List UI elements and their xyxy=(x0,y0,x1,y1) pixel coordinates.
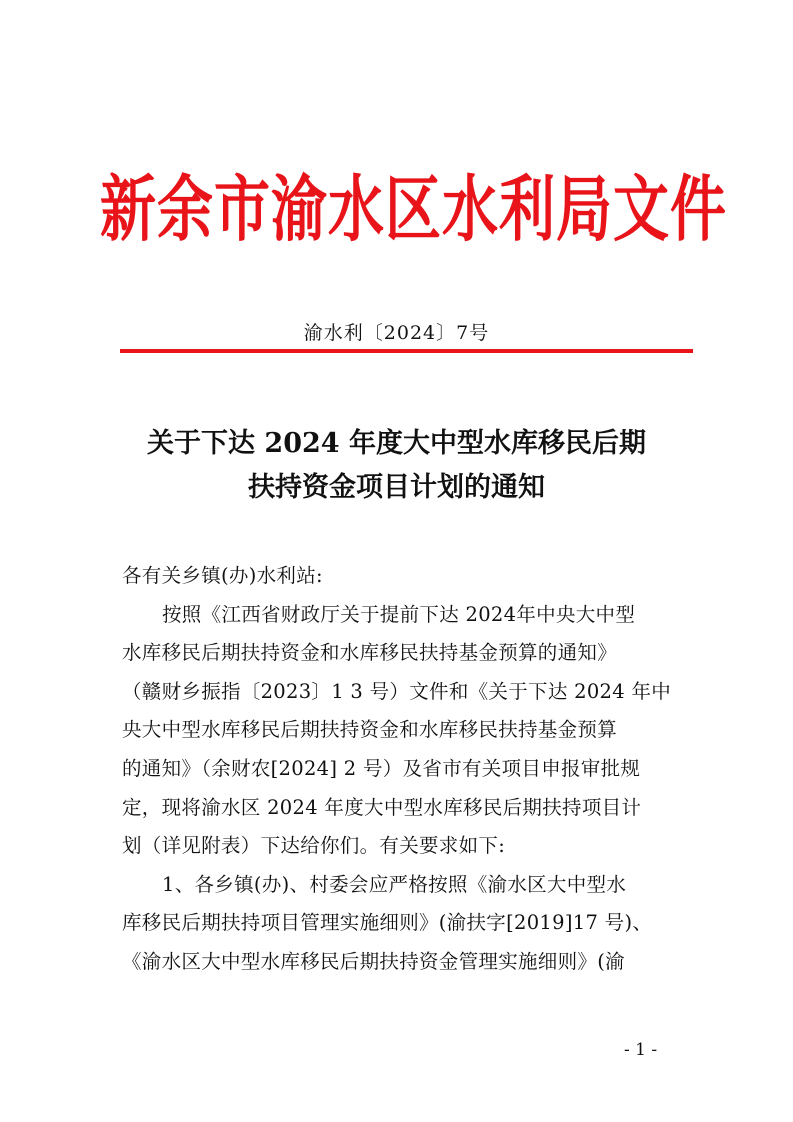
paragraph-line: 央大中型水库移民后期扶持资金和水库移民扶持基金预算 xyxy=(122,718,618,742)
document-number: 渝水利〔2024〕7号 xyxy=(303,322,490,344)
notice-title xyxy=(80,422,713,510)
red-header-title: 新余市渝水区水利局文件 xyxy=(100,167,727,252)
paragraph-line: 按照《江西省财政厅关于提前下达 2024年中央大中型 xyxy=(162,602,636,626)
paragraph-line: 的通知》（余财农[2024] 2 号）及省市有关项目申报审批规 xyxy=(122,756,641,780)
paragraph-line: 划（详见附表）下达给你们。有关要求如下: xyxy=(122,834,506,858)
notice-title-line-1: 关于下达 2024 年度大中型水库移民后期 xyxy=(147,428,646,459)
paragraph-line: 《渝水区大中型水库移民后期扶持资金管理实施细则》(渝 xyxy=(122,949,625,973)
salutation: 各有关乡镇(办)水利站: xyxy=(122,564,323,587)
page-number: - 1 - xyxy=(624,1040,658,1060)
red-divider-line xyxy=(120,349,693,353)
paragraph-line: 定，现将渝水区 2024 年度大中型水库移民后期扶持项目计 xyxy=(122,795,642,819)
body-text xyxy=(122,557,678,982)
paragraph-line: 水库移民后期扶持资金和水库移民扶持基金预算的通知》 xyxy=(122,641,618,665)
paragraph-line: 库移民后期扶持项目管理实施细则》(渝扶字[2019]17 号)、 xyxy=(122,911,653,935)
paragraph-line: （赣财乡振指〔2023〕1 3 号）文件和《关于下达 2024 年中 xyxy=(122,679,672,703)
paragraph-line: 1、各乡镇(办)、村委会应严格按照《渝水区大中型水 xyxy=(162,872,627,896)
notice-title-line-2: 扶持资金项目计划的通知 xyxy=(248,472,545,503)
